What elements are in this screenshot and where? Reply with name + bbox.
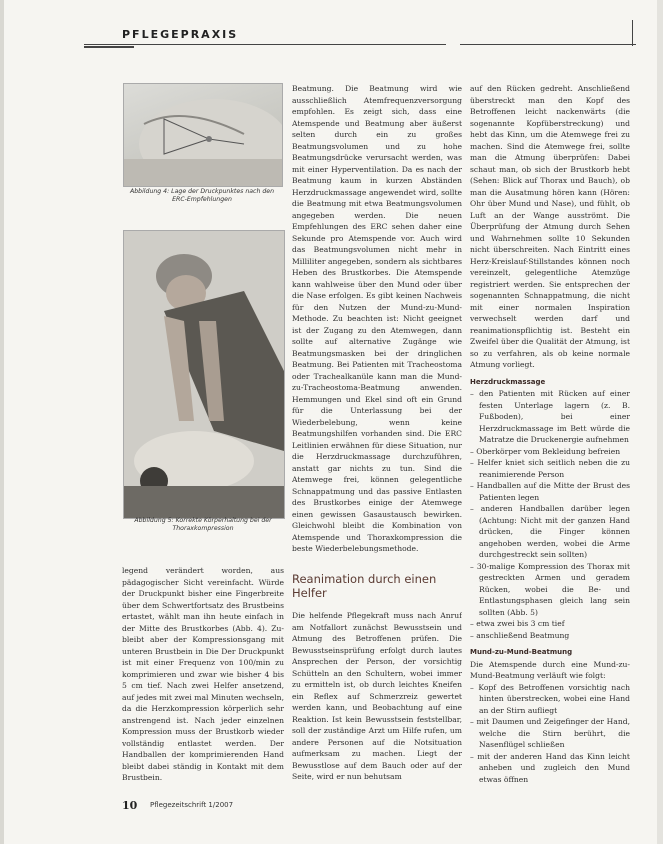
column-3-text xyxy=(470,83,630,783)
list-item: – Handballen auf die Mitte der Brust des Patienten legen xyxy=(470,480,630,503)
list-item: – etwa zwei bis 3 cm tief xyxy=(470,618,630,630)
figure-5-caption: Abbildung 5: Korrekte Körperhaltung bei der Thoraxkompression xyxy=(134,517,272,532)
column-3-intro: auf den Rücken gedreht. Anschließend überstreckt man den Kopf des Betroffenen leicht nackenwärts (die sogenannte Kopfüberstreckung) und hebt das Kinn, um die Atemwege frei zu machen. Sind die Atemwege frei, sollte man die Atmung überprüfen: Dabei schaut man, ob sich der Brustkorb hebt (Sehen: Blick auf Thorax und Bauch), ob man die Ausatmung hören kann (Hören: Ohr über Mund und Nase), und fühlt, ob Luft an der Wange ausströmt. Die Überprüfung der Atmung durch Sehen und Wahrnehmen sollte 10 Sekunden nicht überschreiten. Nach Eintritt eines Herz-Kreislauf-Stillstandes können noch vereinzelt, gelegentliche Atemzüge registriert werden. Sie entsprechen der sogenannten Schnappatmung, die nicht mit einer normalen Inspiration verwechselt werden darf und reanimationspflichtig ist. Besteht ein Zweifel über die Qualität der Atmung, ist so zu verfahren, als ob keine normale Atmung vorliegt. xyxy=(470,84,630,369)
column-2-paragraph: Beatmung. Die Beatmung wird wie ausschließlich Atemfrequenzversorgung empfohlen. Es zeigt sich, dass eine Atemspende und Beatmung aber äußerst selten durch ein zu großes Beatmungsvolumen und zu hohe Beatmungsdrücke verursacht werden, was mit einer Hyperventilation. Da es nach der Beatmung kaum in kurzen Abständen Herzdruckmassage angewendet wird, sollte die Beatmung mit etwa Beatmungsvolumen angegeben werden. Die neuen Empfehlungen des ERC sehen daher eine Sekunde pro Atemspende vor. Auch wird das Beatmungsvolumen nicht mehr in Milliliter angegeben, sondern als sichtbares Heben des Brustkorbes. Die Atemspende kann wahlweise über den Mund oder über die Nase erfolgen. Es gibt keinen Nachweis für den Nutzen der Mund-zu-Mund-Methode. Zu beachten ist: Nicht geeignet ist der Zugang zu den Atemwegen, dann sollte auf alternative Zugänge wie Beatmungsmasken bei der dringlichen Beatmung. Bei Patienten mit Tracheostoma oder Trachealkanüle kann man die Mund-zu-Tracheostoma-Beatmung anwenden. Hemmungen und Ekel sind oft ein Grund für die Unterlassung bei der Wiederbelebung, wenn keine Beatmungshilfen vorhanden sind. Die ERC Leitlinien erwähnen für diese Situation, nur die Herzdruckmassage durchzuführen, anstatt gar nichts zu tun. Sind die Atemwege frei, können gelegentliche Schnappatmung und das passive Entlasten des Brustkorbes einige der Atemwege einen gewissen Gasaustausch bewirken. Gleichwohl bleibt die Kombination von Atemspende und Thoraxkompression die beste Wiederbelebungsmethode. xyxy=(292,84,462,553)
page-edge-right xyxy=(657,0,663,844)
list-item: – anschließend Beatmung xyxy=(470,630,630,642)
figure-4-caption: Abbildung 4: Lage der Druckpunktes nach den ERC-Empfehlungen xyxy=(129,188,275,203)
list-item: – anderen Handballen darüber legen (Achtung: Nicht mit der ganzen Hand drücken, die Finger können angehoben werden, wobei die Arme durchgestreckt sein sollten) xyxy=(470,503,630,561)
page-edge-left xyxy=(0,0,4,844)
column-1-text xyxy=(122,565,284,784)
section-heading-single-rescuer: Reanimation durch einen Helfer xyxy=(292,572,437,600)
list-item: – mit Daumen und Zeigefinger der Hand, welche die Stirn berührt, die Nasenflügel schließen xyxy=(470,716,630,751)
figure-4-pressure-point xyxy=(123,83,283,187)
list-item: – Helfer kniet sich seitlich neben die zu reanimierende Person xyxy=(470,457,630,480)
column-2-text xyxy=(292,83,462,563)
header-rule-right xyxy=(460,44,636,45)
figure-5-cpr-posture xyxy=(123,230,285,519)
subheading-mouth-to-mouth: Mund-zu-Mund-Beatmung xyxy=(470,648,573,656)
section-title: PFLEGEPRAXIS xyxy=(122,28,239,41)
subheading-chest-compression: Herzdruckmassage xyxy=(470,377,546,386)
list-item: – den Patienten mit Rücken auf einer festen Unterlage lagern (z. B. Fußboden), bei einer Herzdruckmassage im Bett würde die Matratze die Druckenergie aufnehmen xyxy=(470,388,630,446)
column-2-lower-text xyxy=(292,610,462,790)
header-rule-accent xyxy=(84,46,134,48)
list-item: – Kopf des Betroffenen vorsichtig nach hinten überstrecken, wobei eine Hand an der Stirn aufliegt xyxy=(470,682,630,717)
header-corner-mark xyxy=(632,20,633,46)
ventilation-steps-list xyxy=(470,682,630,784)
list-item: – mit der anderen Hand das Kinn leicht anheben und zugleich den Mund etwas öffnen xyxy=(470,751,630,784)
compression-steps-list xyxy=(470,388,630,641)
list-item: – Oberkörper vom Bekleidung befreien xyxy=(470,446,630,458)
column-2-lower-paragraph: Die helfende Pflegekraft muss nach Anruf am Notfallort zunächst Bewusstsein und Atmung des Betroffenen prüfen. Die Bewusstseinsprüfung erfolgt durch lautes Ansprechen der Person, der vorsichtig Schütteln an den Schultern, wobei immer zu ermitteln ist, ob durch leichtes Kneifen ein Reflex auf Schmerzreiz gewertet werden kann, und Beobachtung auf eine Reaktion. Ist kein Bewusstsein feststellbar, soll der zuständige Arzt um Hilfe rufen, um andere Personen auf die Notsituation aufmerksam zu machen. Liegt der Bewusstlose auf dem Bauch oder auf der Seite, wird er nun behutsam xyxy=(292,611,462,781)
column-1-paragraph: legend verändert worden, aus pädagogischer Sicht vereinfacht. Würde der Druckpunkt bisher eine Fingerbreite über dem Schwertfortsatz des Brustbeins ertastet, wählt man ihn heute einfach in der Mitte des Brustkorbes (Abb. 4). Zu- bleibt aber der Kompressionsgang mit unteren Brustbein in Die Der Druckpunkt ist mit einer Frequenz von 100/min zu komprimieren und zwar wie bisher 4 bis 5 cm tief. Nach zwei Helfer ansetzend, auf jedes mit zwei mal Minuten wechseln, da die Herzkompression körperlich sehr anstrengend ist. Nach jeder einzelnen Kompression muss der Brustkorb wieder vollständig entlastet werden. Der Handballen der komprimierenden Hand bleibt dabei ständig in Kontakt mit dem Brustbein. xyxy=(122,566,284,782)
page-number: 10 xyxy=(122,799,138,812)
journal-name: Pflegezeitschrift 1/2007 xyxy=(150,801,234,809)
column-3-intro-2: Die Atemspende durch eine Mund-zu-Mund-Beatmung verläuft wie folgt: xyxy=(470,659,630,680)
header-rule xyxy=(84,44,446,45)
list-item: – 30-malige Kompression des Thorax mit gestreckten Armen und geradem Rücken, wobei die Be- und Entlastungsphasen gleich lang sein sollten (Abb. 5) xyxy=(470,561,630,619)
